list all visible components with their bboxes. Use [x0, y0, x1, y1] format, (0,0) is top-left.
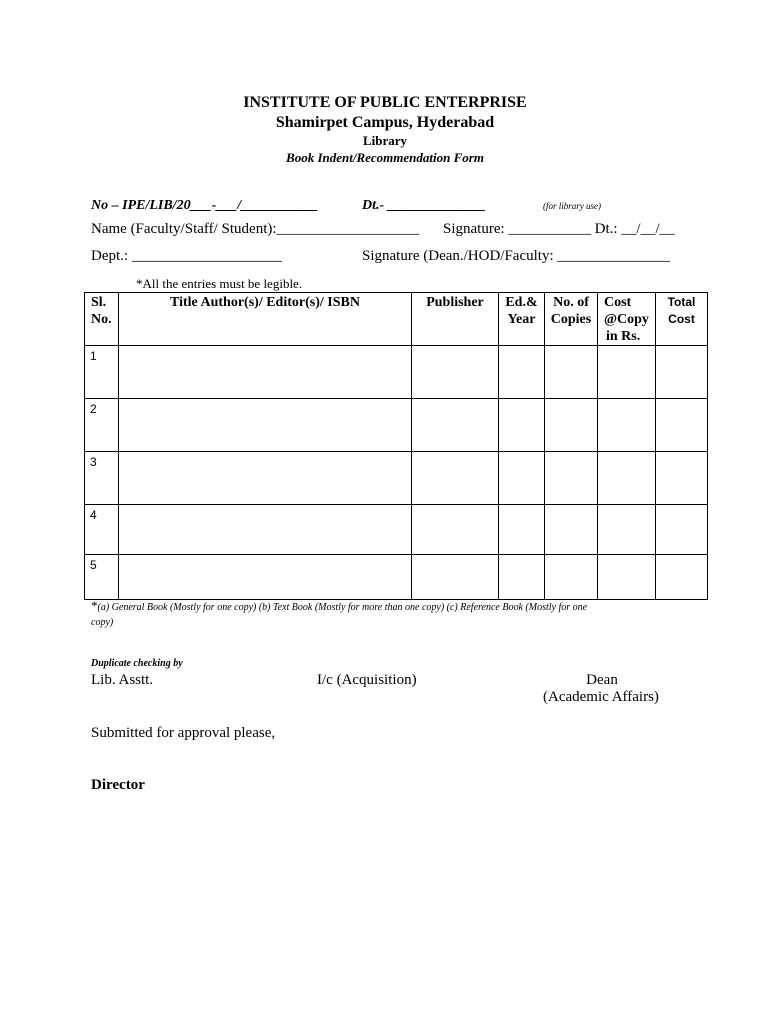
row-number: 2 [85, 399, 119, 452]
title-cell[interactable] [119, 346, 412, 399]
copies-cell[interactable] [545, 399, 598, 452]
edition-cell[interactable] [499, 555, 545, 600]
cost-cell[interactable] [598, 346, 656, 399]
total-cell[interactable] [656, 505, 708, 555]
total-cell[interactable] [656, 399, 708, 452]
sl-no-header: Sl. No. [85, 293, 119, 346]
row-number: 5 [85, 555, 119, 600]
copies-cell[interactable] [545, 346, 598, 399]
title-header: Title Author(s)/ Editor(s)/ ISBN [119, 293, 412, 346]
table-header-row [85, 293, 708, 346]
acquisition-label: I/c (Acquisition) [317, 672, 417, 688]
row-number: 4 [85, 505, 119, 555]
copies-cell[interactable] [545, 452, 598, 505]
copies-cell[interactable] [545, 555, 598, 600]
library-label: Library [362, 133, 408, 148]
dean-label: Dean [586, 672, 618, 688]
book-type-footnote [91, 598, 587, 614]
total-cost-header: Total Cost [656, 293, 708, 346]
title-cell[interactable] [119, 505, 412, 555]
cost-per-copy-header: Cost @Copy in Rs. [598, 293, 656, 346]
edition-cell[interactable] [499, 452, 545, 505]
total-cell[interactable] [656, 452, 708, 505]
cost-cell[interactable] [598, 505, 656, 555]
copies-cell[interactable] [545, 505, 598, 555]
director-label: Director [91, 777, 145, 793]
lib-asstt-label: Lib. Asstt. [91, 672, 154, 688]
table-row [85, 452, 708, 505]
legible-note: *All the entries must be legible. [136, 276, 303, 291]
edition-cell[interactable] [499, 399, 545, 452]
table-row [85, 555, 708, 600]
edition-cell[interactable] [499, 346, 545, 399]
title-cell[interactable] [119, 555, 412, 600]
dept-field: Dept.: ____________________ [91, 248, 282, 264]
copies-header: No. of Copies [545, 293, 598, 346]
duplicate-checking-label: Duplicate checking by [91, 658, 183, 669]
publisher-cell[interactable] [412, 555, 499, 600]
footnote-star: * [91, 598, 98, 613]
row-number: 1 [85, 346, 119, 399]
edition-cell[interactable] [499, 505, 545, 555]
name-field: Name (Faculty/Staff/ Student):___________________ [91, 221, 420, 237]
library-use-note: (for library use) [543, 201, 601, 211]
institute-name: INSTITUTE OF PUBLIC ENTERPRISE [243, 94, 527, 111]
book-table [84, 292, 708, 600]
table-row [85, 505, 708, 555]
indent-number-field: No – IPE/LIB/20___-___/___________ [91, 198, 319, 213]
title-cell[interactable] [119, 452, 412, 505]
academic-affairs-label: (Academic Affairs) [543, 689, 659, 705]
row-number: 3 [85, 452, 119, 505]
form-title: Book Indent/Recommendation Form [286, 150, 484, 165]
total-cell[interactable] [656, 346, 708, 399]
submitted-approval-text: Submitted for approval please, [91, 725, 276, 741]
publisher-cell[interactable] [412, 452, 499, 505]
title-cell[interactable] [119, 399, 412, 452]
cost-cell[interactable] [598, 399, 656, 452]
total-cell[interactable] [656, 555, 708, 600]
cost-cell[interactable] [598, 452, 656, 505]
signature-date-field: Signature: ___________ Dt.: __/__/__ [443, 221, 675, 237]
edition-year-header: Ed.& Year [499, 293, 545, 346]
footnote-text-line2: copy) [91, 617, 114, 628]
table-row [85, 346, 708, 399]
publisher-cell[interactable] [412, 399, 499, 452]
dean-signature-field: Signature (Dean./HOD/Faculty: _______________ [362, 248, 670, 264]
date-field: Dt.- ______________ [362, 198, 486, 213]
publisher-cell[interactable] [412, 505, 499, 555]
campus-name: Shamirpet Campus, Hyderabad [275, 114, 495, 131]
footnote-text-line1: (a) General Book (Mostly for one copy) (b) Text Book (Mostly for more than one copy) (c) Reference Book (Mostly for one [97, 602, 588, 613]
cost-cell[interactable] [598, 555, 656, 600]
table-row [85, 399, 708, 452]
publisher-cell[interactable] [412, 346, 499, 399]
publisher-header: Publisher [412, 293, 499, 346]
